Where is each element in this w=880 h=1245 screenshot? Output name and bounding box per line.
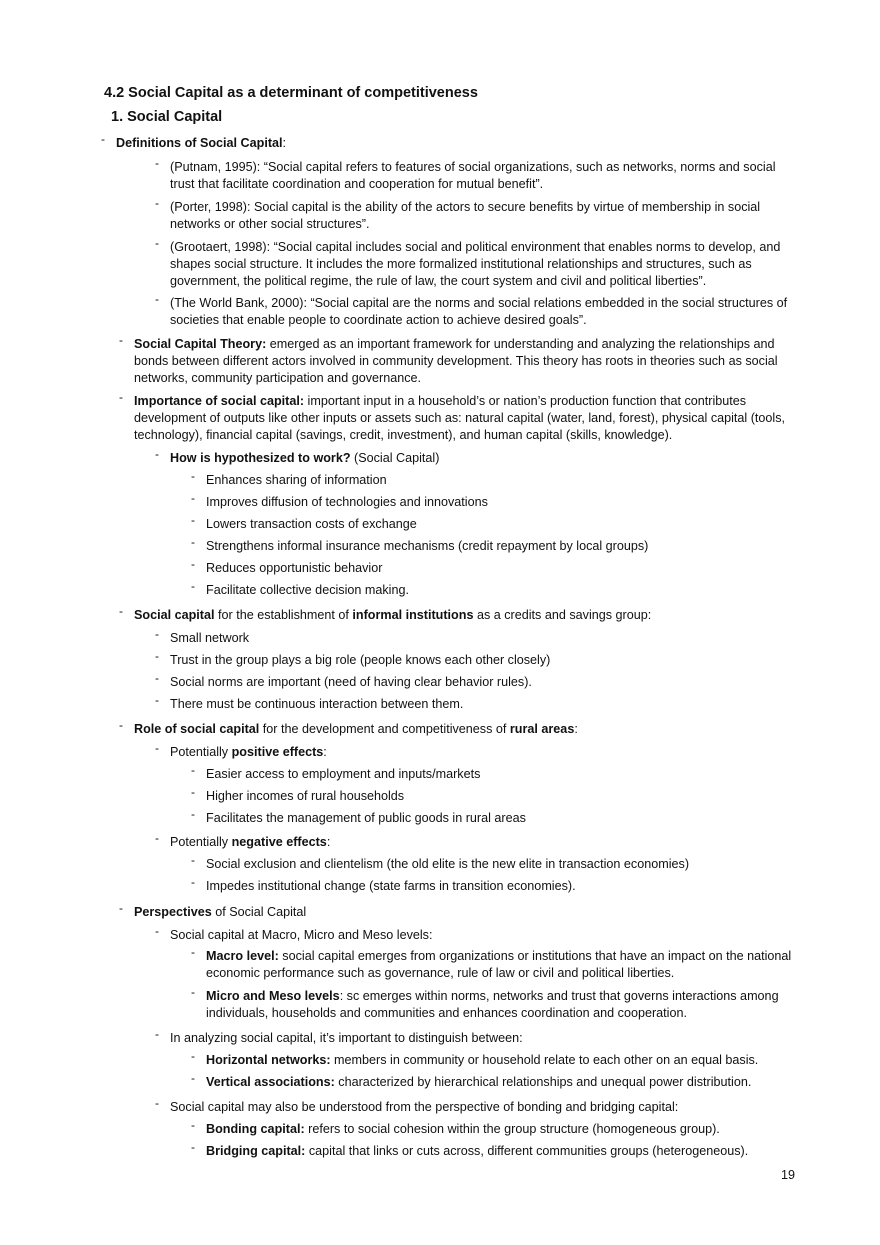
dash-bullet-icon: - (155, 156, 159, 170)
dash-bullet-icon: - (191, 807, 195, 821)
bonding-bridging-bullet: - Social capital may also be understood from the perspective of bonding and bridging capital: (155, 1096, 679, 1114)
definition-world-bank: - (The World Bank, 2000): “Social capital are the norms and social relations embedded in the social structures of societies that enable people to coordinate action to achieve desired goals”. (155, 292, 788, 327)
how-item: - Enhances sharing of information (191, 469, 387, 487)
dash-bullet-icon: - (191, 1118, 195, 1132)
negative-effects-bullet: - Potentially negative effects: (155, 831, 331, 849)
importance-bullet: - Importance of social capital: important input in a household’s or nation’s production function that contributes development of outputs like other inputs or assets such as: natural capital (water, land, forest), physical capital (tools, technology), financial capital (savings, credit, investment), and human capital (skills, knowledge). (119, 390, 786, 442)
dash-bullet-icon: - (191, 785, 195, 799)
informal-item: - Social norms are important (need of having clear behavior rules). (155, 671, 532, 689)
dash-bullet-icon: - (119, 333, 123, 347)
role-bullet: - Role of social capital for the development and competitiveness of rural areas: (119, 718, 578, 736)
how-item: - Improves diffusion of technologies and innovations (191, 491, 488, 509)
definition-putnam: - (Putnam, 1995): “Social capital refers to features of social organizations, such as networks, norms and social trust that facilitate coordination and cooperation for mutual benefit”. (155, 156, 776, 191)
dash-bullet-icon: - (119, 604, 123, 618)
dash-bullet-icon: - (119, 390, 123, 404)
theory-bullet: - Social Capital Theory: emerged as an important framework for understanding and analyzing the relationships and bonds between different actors involved in community development. This theory has roots in theories such as social networks, community participation and governance. (119, 333, 778, 385)
dash-bullet-icon: - (155, 236, 159, 250)
dash-bullet-icon: - (101, 132, 105, 146)
dash-bullet-icon: - (155, 671, 159, 685)
vertical-associations-item: - Vertical associations: characterized by hierarchical relationships and unequal power distribution. (191, 1071, 752, 1089)
definition-grootaert: - (Grootaert, 1998): “Social capital includes social and political environment that enables norms to develop, and shapes social structure. It includes the more formalized institutional relationships and structures, such as government, the political regime, the rule of law, the court system and civil and political liberties”. (155, 236, 781, 288)
how-hypothesized-bullet: - How is hypothesized to work? (Social Capital) (155, 447, 440, 465)
dash-bullet-icon: - (191, 579, 195, 593)
dash-bullet-icon: - (191, 1140, 195, 1154)
dash-bullet-icon: - (191, 1049, 195, 1063)
how-item: - Reduces opportunistic behavior (191, 557, 383, 575)
distinguish-bullet: - In analyzing social capital, it’s important to distinguish between: (155, 1027, 523, 1045)
dash-bullet-icon: - (155, 447, 159, 461)
dash-bullet-icon: - (191, 513, 195, 527)
dash-bullet-icon: - (155, 649, 159, 663)
positive-item: - Facilitates the management of public goods in rural areas (191, 807, 526, 825)
section-heading: 4.2 Social Capital as a determinant of competitiveness (104, 85, 478, 101)
dash-bullet-icon: - (155, 1096, 159, 1110)
micro-meso-level-item: - Micro and Meso levels: sc emerges within norms, networks and trust that governs interactions among individuals, households and communities and enhances coordination and cooperation. (191, 985, 779, 1020)
perspectives-bullet: - Perspectives of Social Capital (119, 901, 307, 919)
how-item: - Facilitate collective decision making. (191, 579, 409, 597)
bridging-capital-item: - Bridging capital: capital that links or cuts across, different communities groups (heterogeneous). (191, 1140, 749, 1158)
dash-bullet-icon: - (155, 292, 159, 306)
how-item: - Lowers transaction costs of exchange (191, 513, 417, 531)
dash-bullet-icon: - (191, 469, 195, 483)
dash-bullet-icon: - (155, 693, 159, 707)
informal-item: - Trust in the group plays a big role (people knows each other closely) (155, 649, 551, 667)
dash-bullet-icon: - (191, 875, 195, 889)
subsection-heading: 1. Social Capital (111, 109, 223, 125)
dash-bullet-icon: - (155, 1027, 159, 1041)
how-item: - Strengthens informal insurance mechanisms (credit repayment by local groups) (191, 535, 649, 553)
positive-item: - Higher incomes of rural households (191, 785, 405, 803)
dash-bullet-icon: - (191, 491, 195, 505)
levels-bullet: - Social capital at Macro, Micro and Meso levels: (155, 924, 433, 942)
dash-bullet-icon: - (155, 627, 159, 641)
bonding-capital-item: - Bonding capital: refers to social cohesion within the group structure (homogeneous group). (191, 1118, 720, 1136)
definitions-bullet: - Definitions of Social Capital: (101, 132, 287, 150)
horizontal-networks-item: - Horizontal networks: members in community or household relate to each other on an equal basis. (191, 1049, 759, 1067)
dash-bullet-icon: - (191, 1071, 195, 1085)
negative-item: - Social exclusion and clientelism (the old elite is the new elite in transaction economies) (191, 853, 690, 871)
negative-item: - Impedes institutional change (state farms in transition economies). (191, 875, 576, 893)
dash-bullet-icon: - (155, 196, 159, 210)
dash-bullet-icon: - (191, 985, 195, 999)
dash-bullet-icon: - (155, 741, 159, 755)
definition-porter: - (Porter, 1998): Social capital is the ability of the actors to secure benefits by virtue of membership in social networks or other social structures”. (155, 196, 761, 231)
dash-bullet-icon: - (191, 557, 195, 571)
macro-level-item: - Macro level: social capital emerges from organizations or institutions that have an impact on the national economic performance such as governance, rule of law or civil and political liberties. (191, 945, 792, 980)
informal-institutions-bullet: - Social capital for the establishment of informal institutions as a credits and savings group: (119, 604, 652, 622)
informal-item: - There must be continuous interaction between them. (155, 693, 464, 711)
dash-bullet-icon: - (155, 831, 159, 845)
dash-bullet-icon: - (155, 924, 159, 938)
positive-item: - Easier access to employment and inputs/markets (191, 763, 481, 781)
definitions-title: Definitions of Social Capital (116, 136, 283, 150)
dash-bullet-icon: - (191, 853, 195, 867)
dash-bullet-icon: - (119, 901, 123, 915)
positive-effects-bullet: - Potentially positive effects: (155, 741, 327, 759)
informal-item: - Small network (155, 627, 250, 645)
dash-bullet-icon: - (119, 718, 123, 732)
page-number: 19 (781, 1168, 796, 1182)
dash-bullet-icon: - (191, 535, 195, 549)
dash-bullet-icon: - (191, 763, 195, 777)
dash-bullet-icon: - (191, 945, 195, 959)
